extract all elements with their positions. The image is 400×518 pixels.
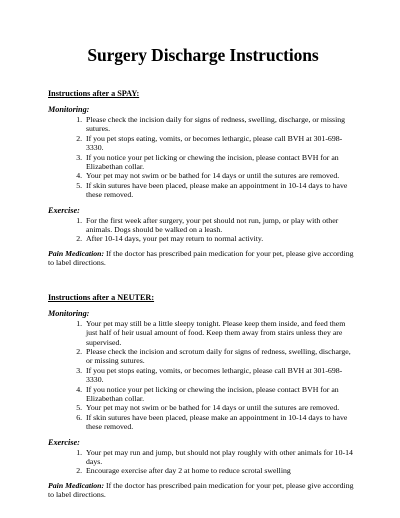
spay-pain-text: If the doctor has prescribed pain medication for your pet, please give according to label directions. — [48, 248, 354, 268]
list-item: 3. If you pet stops eating, vomits, or becomes lethargic, please call BVH at 301-698-3330. — [84, 366, 358, 385]
spay-section — [48, 89, 358, 268]
neuter-pain-medication — [48, 481, 358, 500]
list-item: 3. If you notice your pet licking or chewing the incision, please contact BVH for an Elizabethan collar. — [84, 153, 358, 172]
list-item: 2. If you pet stops eating, vomits, or becomes lethargic, please call BVH at 301-698-3330. — [84, 134, 358, 153]
list-item: 2. Please check the incision and scrotum daily for signs of redness, swelling, discharge, or missing sutures. — [84, 347, 358, 366]
spay-exercise-list — [48, 216, 358, 244]
list-item: 4. Your pet may not swim or be bathed for 14 days or until the sutures are removed. — [84, 171, 358, 180]
list-item: 1. Please check the incision daily for signs of redness, swelling, discharge, or missing sutures. — [84, 115, 358, 134]
neuter-exercise-list — [48, 448, 358, 476]
list-item: 1. For the first week after surgery, your pet should not run, jump, or play with other animals. Dogs should be walked on a leash. — [84, 216, 358, 235]
neuter-pain-label: Pain Medication: — [48, 480, 105, 490]
neuter-section — [48, 293, 358, 500]
spay-monitoring-label: Monitoring: — [48, 105, 90, 114]
list-item: 5. If skin sutures have been placed, please make an appointment in 10-14 days to have these removed. — [84, 181, 358, 200]
list-item: 2. Encourage exercise after day 2 at home to reduce scrotal swelling — [84, 466, 358, 475]
spay-exercise-label: Exercise: — [48, 205, 80, 215]
spay-pain-medication — [48, 249, 358, 268]
spay-pain-label: Pain Medication: — [48, 248, 105, 258]
page-title: Surgery Discharge Instructions — [87, 45, 319, 65]
list-item: 5. Your pet may not swim or be bathed for 14 days or until the sutures are removed. — [84, 403, 358, 412]
neuter-heading: Instructions after a NEUTER: — [48, 292, 155, 302]
list-item: 1. Your pet may run and jump, but should not play roughly with other animals for 10-14 days. — [84, 448, 358, 467]
neuter-monitoring-label: Monitoring: — [48, 308, 90, 318]
list-item: 6. If skin sutures have been placed, please make an appointment in 10-14 days to have these removed. — [84, 413, 358, 432]
list-item: 1. Your pet may still be a little sleepy tonight. Please keep them inside, and feed them just half of heir usual amount of food. Keep them away from stairs unless they are supervised. — [84, 319, 358, 347]
neuter-monitoring-list — [48, 319, 358, 432]
spay-heading: Instructions after a SPAY: — [48, 89, 140, 98]
spay-monitoring-list — [48, 115, 358, 200]
list-item: 4. If you notice your pet licking or chewing the incision, please contact BVH for an Elizabethan collar. — [84, 385, 358, 404]
neuter-exercise-label: Exercise: — [48, 437, 80, 447]
neuter-pain-text: If the doctor has prescribed pain medication for your pet, please give according to label directions. — [48, 480, 354, 500]
list-item: 2. After 10-14 days, your pet may return to normal activity. — [84, 234, 358, 243]
